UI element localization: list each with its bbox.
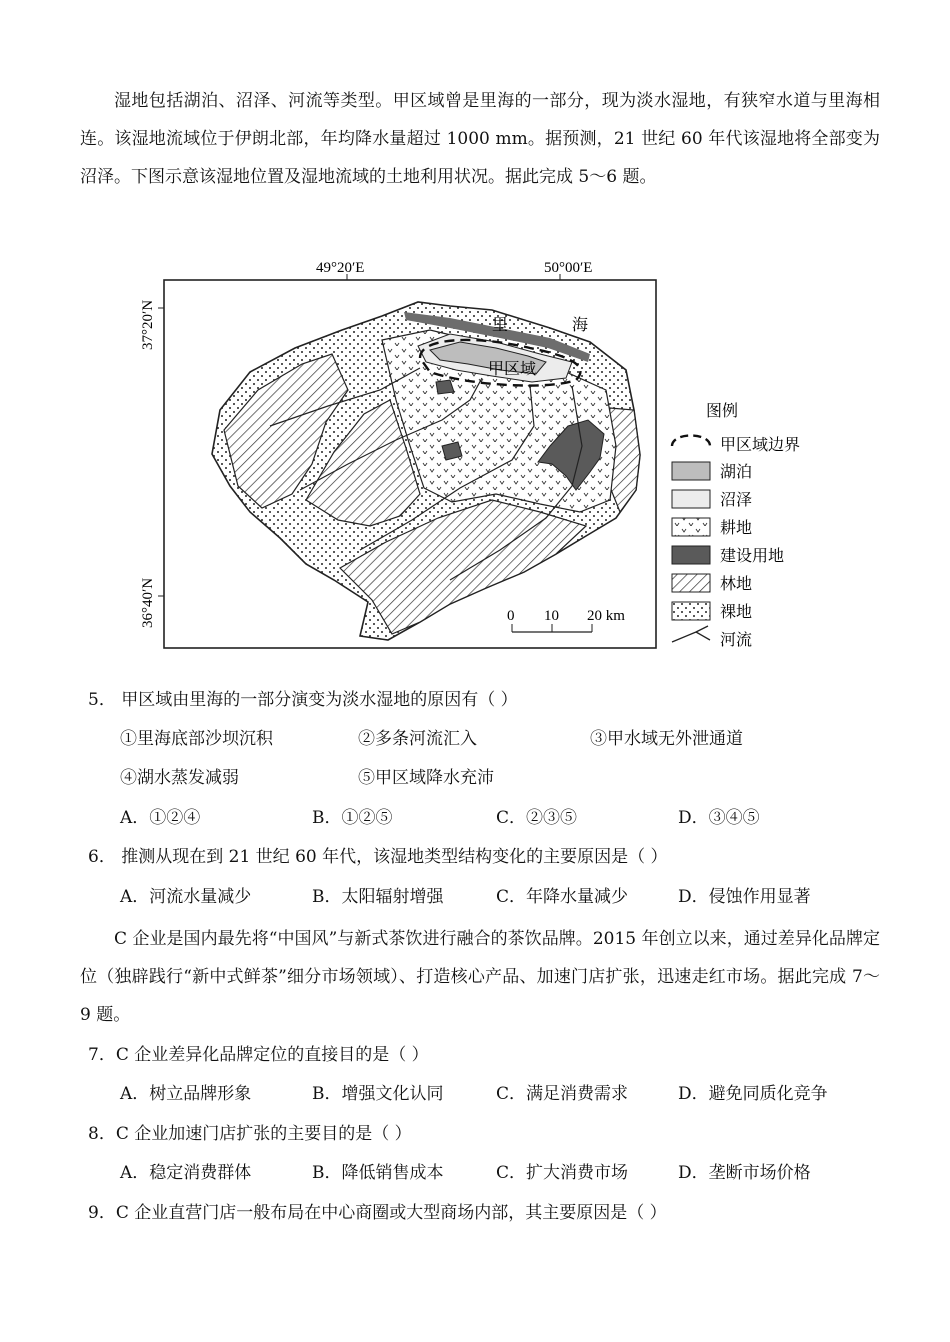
q5-statement-4: ④湖水蒸发减弱 [120, 768, 239, 788]
legend-lake-swatch [672, 462, 710, 480]
question-5-stem: 5． 甲区域由里海的一部分演变为淡水湿地的原因有（ ） [88, 690, 518, 710]
legend-boundary-icon [672, 436, 710, 447]
latitude-label-2: 36°40′N [140, 577, 156, 628]
q7-option-a[interactable]: A．树立品牌形象 [120, 1084, 252, 1104]
q7-option-c[interactable]: C．满足消费需求 [496, 1084, 629, 1104]
legend-bare-swatch [672, 602, 710, 620]
q5-option-a[interactable]: A．①②④ [120, 808, 201, 828]
q8-option-c[interactable]: C．扩大消费市场 [496, 1163, 629, 1183]
scale-label-10: 10 [544, 608, 559, 624]
legend-item-boundary: 甲区域边界 [720, 435, 801, 454]
region-label: 甲区域 [488, 359, 537, 378]
legend-item-river: 河流 [720, 630, 753, 649]
legend-marsh-swatch [672, 490, 710, 508]
legend-river-icon [672, 626, 710, 642]
q6-option-a[interactable]: A．河流水量减少 [120, 887, 252, 907]
legend-builtup-swatch [672, 546, 710, 564]
q7-option-d[interactable]: D．避免同质化竞争 [678, 1084, 828, 1104]
q5-statement-3: ③甲水域无外泄通道 [590, 729, 743, 749]
q6-option-d[interactable]: D．侵蚀作用显著 [678, 887, 811, 907]
q5-option-d[interactable]: D．③④⑤ [678, 808, 760, 828]
q8-option-a[interactable]: A．稳定消费群体 [120, 1163, 252, 1183]
q8-option-b[interactable]: B．降低销售成本 [312, 1163, 444, 1183]
question-8-stem: 8．C 企业加速门店扩张的主要目的是（ ） [88, 1124, 412, 1144]
legend-farmland-swatch [672, 518, 710, 536]
legend-item-farmland: 耕地 [720, 518, 753, 537]
question-6-stem: 6． 推测从现在到 21 世纪 60 年代，该湿地类型结构变化的主要原因是（ ） [88, 847, 668, 867]
wetland-land-use-map [120, 250, 820, 660]
question-9-stem: 9．C 企业直营门店一般布局在中心商圈或大型商场内部，其主要原因是（ ） [88, 1203, 667, 1223]
scale-label-20: 20 km [587, 608, 625, 624]
legend-title: 图例 [706, 401, 739, 420]
legend-item-builtup: 建设用地 [720, 546, 785, 565]
legend-forest-swatch [672, 574, 710, 592]
q6-option-c[interactable]: C．年降水量减少 [496, 887, 629, 907]
longitude-label-2: 50°00′E [544, 260, 593, 276]
q6-option-b[interactable]: B．太阳辐射增强 [312, 887, 444, 907]
legend-item-lake: 湖泊 [720, 462, 753, 481]
intro-paragraph-tea-brand: C 企业是国内最先将“中国风”与新式茶饮进行融合的茶饮品牌。2015 年创立以来，通过差异化品牌定位（独辟践行“新中式鲜茶”细分市场领域）、打造核心产品、加速门店扩张，迅速走红市场。据此完成 7～9 题。 [80, 929, 880, 1025]
intro-paragraph-wetland: 湿地包括湖泊、沼泽、河流等类型。甲区域曾是里海的一部分，现为淡水湿地，有狭窄水道与里海相连。该湿地流域位于伊朗北部，年均降水量超过 1000 mm。据预测，21 世纪 60 年代该湿地将全部变为沼泽。下图示意该湿地位置及湿地流域的土地利用状况。据此完成 5～6 题。 [80, 91, 880, 187]
sea-label-char2: 海 [572, 315, 589, 334]
legend-item-marsh: 沼泽 [720, 490, 753, 509]
longitude-label-1: 49°20′E [316, 260, 365, 276]
q5-option-b[interactable]: B．①②⑤ [312, 808, 393, 828]
q8-option-d[interactable]: D．垄断市场价格 [678, 1163, 811, 1183]
q5-statement-2: ②多条河流汇入 [358, 729, 477, 749]
scale-label-0: 0 [507, 608, 515, 624]
question-7-stem: 7．C 企业差异化品牌定位的直接目的是（ ） [88, 1045, 429, 1065]
q7-option-b[interactable]: B．增强文化认同 [312, 1084, 444, 1104]
sea-label-char1: 里 [492, 315, 509, 334]
legend-item-bare: 裸地 [720, 602, 753, 621]
q5-statement-1: ①里海底部沙坝沉积 [120, 729, 273, 749]
latitude-label-1: 37°20′N [140, 299, 156, 350]
legend-item-forest: 林地 [720, 574, 753, 593]
q5-option-c[interactable]: C．②③⑤ [496, 808, 578, 828]
q5-statement-5: ⑤甲区域降水充沛 [358, 768, 494, 788]
